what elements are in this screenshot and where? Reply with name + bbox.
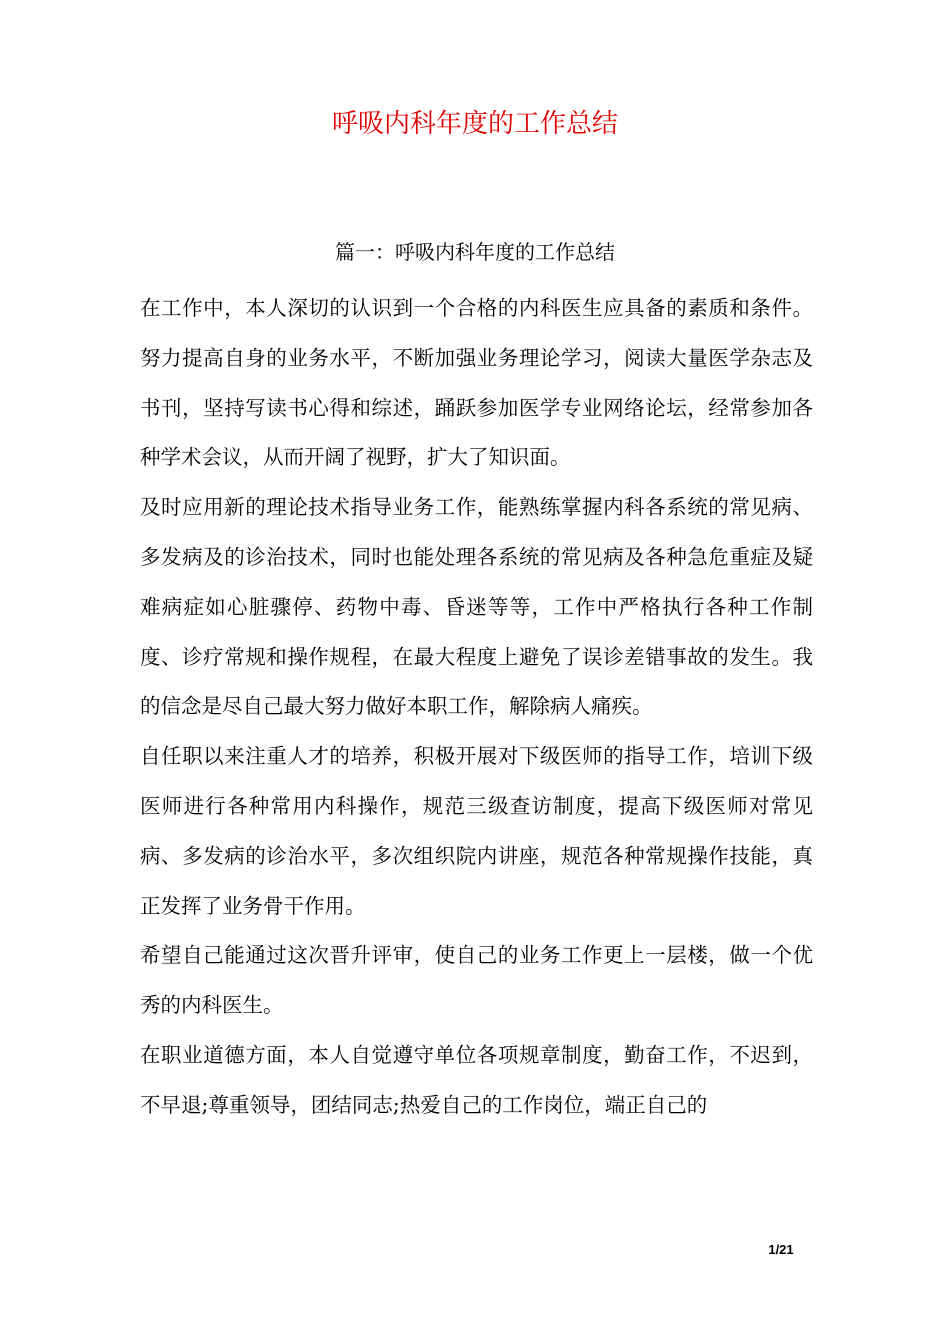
paragraph-3: 自任职以来注重人才的培养，积极开展对下级医师的指导工作，培训下级医师进行各种常用内科操作，规范三级查访制度，提高下级医师对常见病、多发病的诊治水平，多次组织院内讲座，规范各种常规操作技能，真正发挥了业务骨干作用。 xyxy=(140,744,813,918)
document-body xyxy=(140,284,813,1131)
paragraph-5: 在职业道德方面，本人自觉遵守单位各项规章制度，勤奋工作，不迟到，不早退;尊重领导，团结同志;热爱自己的工作岗位，端正自己的 xyxy=(140,1042,813,1117)
paragraph-4: 希望自己能通过这次晋升评审，使自己的业务工作更上一层楼，做一个优秀的内科医生。 xyxy=(140,943,813,1018)
paragraph-2: 及时应用新的理论技术指导业务工作，能熟练掌握内科各系统的常见病、多发病及的诊治技术，同时也能处理各系统的常见病及各种急危重症及疑难病症如心脏骤停、药物中毒、昏迷等等，工作中严格执行各种工作制度、诊疗常规和操作规程，在最大程度上避免了误诊差错事故的发生。我的信念是尽自己最大努力做好本职工作，解除病人痛疾。 xyxy=(140,495,813,719)
section-heading: 篇一：呼吸内科年度的工作总结 xyxy=(335,240,615,264)
page-number: 1/21 xyxy=(768,1242,794,1257)
paragraph-1: 在工作中，本人深切的认识到一个合格的内科医生应具备的素质和条件。努力提高自身的业务水平，不断加强业务理论学习，阅读大量医学杂志及书刊，坚持写读书心得和综述，踊跃参加医学专业网络论坛，经常参加各种学术会议，从而开阔了视野，扩大了知识面。 xyxy=(140,296,813,470)
document-title: 呼吸内科年度的工作总结 xyxy=(331,109,618,139)
